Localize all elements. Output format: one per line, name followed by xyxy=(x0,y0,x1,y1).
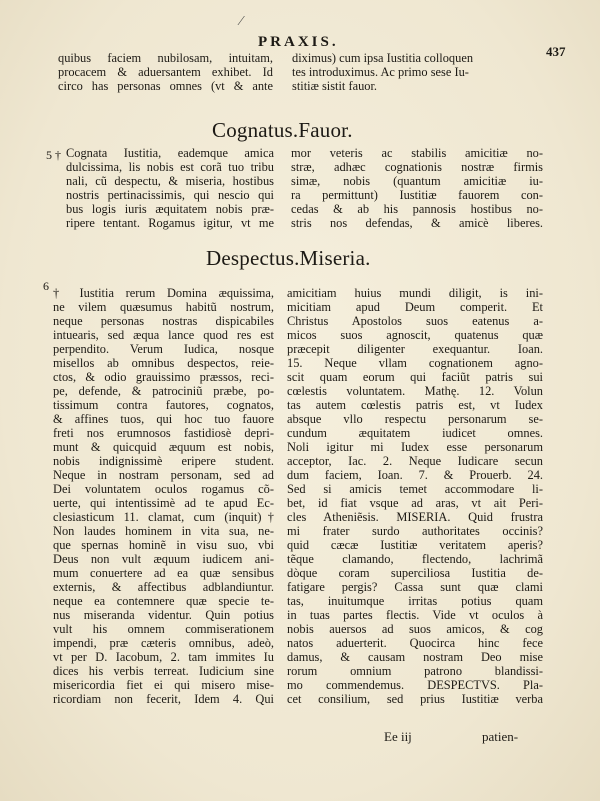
text-line: dulcissima, lis nobis est corã tuo tribu xyxy=(66,160,274,174)
text-line: bus logis iuris æquitatem nobis præ- xyxy=(66,202,274,216)
text-line: nostris pertinacissimis, qui nescio qui xyxy=(66,188,274,202)
section1-right-column xyxy=(291,146,543,230)
text-line: Neque in nostram personam, sed ad xyxy=(53,468,274,482)
text-line: misericordia fiet ei qui misero mise- xyxy=(53,678,274,692)
text-line: stræ, adhæc cognationis nostræ firmis xyxy=(291,160,543,174)
section2-right-column xyxy=(287,286,543,706)
margin-tick-mark: ⁄ xyxy=(240,14,243,29)
text-line: Deus non vult æquum iudicem ani- xyxy=(53,552,274,566)
text-line: clesiasticum 11. clamat, cum (inquit)† xyxy=(53,510,274,524)
text-line: Cognata Iustitia, eademque amica xyxy=(66,146,274,160)
text-line: nobis indignissimè eripere student. xyxy=(53,454,274,468)
top-right-column xyxy=(292,51,542,93)
text-line: Non laudes hominem in vita sua, ne- xyxy=(53,524,274,538)
text-line: natos aduerterit. Quocirca hinc fece xyxy=(287,636,543,650)
section1-marker: 5 † xyxy=(46,148,61,162)
section2-marker: 6 xyxy=(43,279,49,293)
section-heading-despectus-miseria: Despectus.Miseria. xyxy=(206,246,371,270)
text-line: diximus) cum ipsa Iustitia colloquen xyxy=(292,51,474,65)
text-line: vult his omnem commiserationem xyxy=(53,622,274,636)
top-left-column xyxy=(58,51,273,93)
text-line: cœlestis voluntatem. Mathę. 12. Volun xyxy=(287,384,543,398)
text-line: Noli igitur mi Iudex esse personarum xyxy=(287,440,543,454)
text-line: mor veteris ac stabilis amicitiæ no- xyxy=(291,146,543,160)
signature-mark: Ee iij xyxy=(384,729,412,744)
text-line: neque personas nostras dispicabiles xyxy=(53,314,274,328)
text-line: bet, id fiat vsque ad aras, vt ait Peri- xyxy=(287,496,543,510)
text-line: absque vllo respectu personarum se- xyxy=(287,412,543,426)
text-line: quid cæcæ Iustitiæ veritatem aperis? xyxy=(287,538,543,552)
text-line: cedas & ab his pannosis hostibus no- xyxy=(291,202,543,216)
text-line: rorum omnium patrono blandissi- xyxy=(287,664,543,678)
text-line: damus, & causam nostram Deo mise xyxy=(287,650,543,664)
text-line: intuearis, sed æqua lance quod res est xyxy=(53,328,274,342)
text-line: simæ, nobis (quantum amicitiæ iu- xyxy=(291,174,543,188)
text-line: Dei voluntatem oculos rogamus cõ- xyxy=(53,482,274,496)
text-line: ricordiam non fecerit, Idem 4. Qui xyxy=(53,692,274,706)
running-head: PRAXIS. xyxy=(258,34,339,50)
text-line: in tuas partes flectis. Vide vt oculos à xyxy=(287,608,543,622)
text-line: perpendito. Verum Iudica, nosque xyxy=(53,342,274,356)
section1-left-column xyxy=(66,146,274,230)
text-line: mum conuertere ad ea quæ sensibus xyxy=(53,566,274,580)
catchword: patien- xyxy=(482,729,519,744)
text-line: dòque coram superciliosa Iustitia de- xyxy=(287,566,543,580)
section-heading-cognatus-fauor: Cognatus.Fauor. xyxy=(212,118,353,142)
text-line: stris nos defendas, & amicè liberes. xyxy=(291,216,543,230)
text-line: tas autem cœlestis patris est, vt Iudex xyxy=(287,398,543,412)
text-line: dum faciem, Ioan. 7. & Prouerb. 24. xyxy=(287,468,543,482)
text-line: misellos ab omnibus despectos, reie- xyxy=(53,356,274,370)
text-line: amicitiam huius mundi diligit, is ini- xyxy=(287,286,543,300)
text-line: cles Atheniẽsis. MISERIA. Quid frustra xyxy=(287,510,543,524)
text-line: ne vilem quæsumus habitũ nostrum, xyxy=(53,300,274,314)
text-line: impendi, præ cæteris omnibus, adeò, xyxy=(53,636,274,650)
text-line: ripere tentant. Rogamus igitur, vt me xyxy=(66,216,274,230)
text-line: dices his verbis terreat. Iudicium sine xyxy=(53,664,274,678)
text-line: stitiæ sistit fauor. xyxy=(292,79,378,93)
text-line: uerte, qui intentissimè ad te apud Ec- xyxy=(53,496,274,510)
text-line: cundum æquitatem iudicet omnes. xyxy=(287,426,543,440)
text-line: circo has personas omnes (vt & ante xyxy=(58,79,273,93)
text-line: tẽque clamando, flectendo, lachrimã xyxy=(287,552,543,566)
text-line: scit quam eorum qui faciũt patris sui xyxy=(287,370,543,384)
text-line: neque ea contemnere quæ specie te- xyxy=(53,594,274,608)
text-line: præcepit diligenter exequantur. Ioan. xyxy=(287,342,543,356)
text-line: nali, cũ despectu, & miseria, hostibus xyxy=(66,174,274,188)
section2-left-column xyxy=(53,286,274,706)
text-line: procacem & aduersantem exhibet. Id xyxy=(58,65,273,79)
text-line: tas, inuitumque irritas potius quam xyxy=(287,594,543,608)
text-line: acceptor, Iac. 2. Neque Iudicare secun xyxy=(287,454,543,468)
text-line: nus miseranda videntur. Quin potius xyxy=(53,608,274,622)
text-line: mo commendemus. DESPECTVS. Pla- xyxy=(287,678,543,692)
text-line: † Iustitia rerum Domina æquissima, xyxy=(53,286,274,300)
text-line: fatigare pergis? Cassa sunt quæ clami xyxy=(287,580,543,594)
text-line: micos suos agnoscit, quatenus quæ xyxy=(287,328,543,342)
text-line: quibus faciem nubilosam, intuitam, xyxy=(58,51,273,65)
text-line: externis, & affectibus adblandiuntur. xyxy=(53,580,274,594)
page-number: 437 xyxy=(546,44,566,59)
text-line: micitiam apud Deum comperit. Et xyxy=(287,300,543,314)
text-line: Sed si amicis temet accommodare li- xyxy=(287,482,543,496)
text-line: nobis auersos ad suos amicos, & cog xyxy=(287,622,543,636)
text-line: tissimum contra fautores, cognatos, xyxy=(53,398,274,412)
text-line: cet consilium, sed prius Iustitiæ verba xyxy=(287,692,543,706)
text-line: que spernas hominẽ in visu suo, vbi xyxy=(53,538,274,552)
text-line: ctos, & odio grauissimo præssos, reci- xyxy=(53,370,274,384)
text-line: pe, defende, & patrociniũ præbe, po- xyxy=(53,384,274,398)
text-line: Christus Apostolos suos eatenus a- xyxy=(287,314,543,328)
text-line: munt & quicquid æquum est nobis, xyxy=(53,440,274,454)
text-line: ra permittunt) Iustitiæ fauorem con- xyxy=(291,188,543,202)
text-line: freti nos erumnosos fastidiosè depri- xyxy=(53,426,274,440)
text-line: & affines tuos, qui hoc tuo fauore xyxy=(53,412,274,426)
text-line: vt per D. Iacobum, 2. tam immites Iu xyxy=(53,650,274,664)
text-line: tes introduximus. Ac primo sese Iu- xyxy=(292,65,469,79)
text-line: mi frater surdo authoritates occinis? xyxy=(287,524,543,538)
text-line: 15. Neque vllam cognationem agno- xyxy=(287,356,543,370)
